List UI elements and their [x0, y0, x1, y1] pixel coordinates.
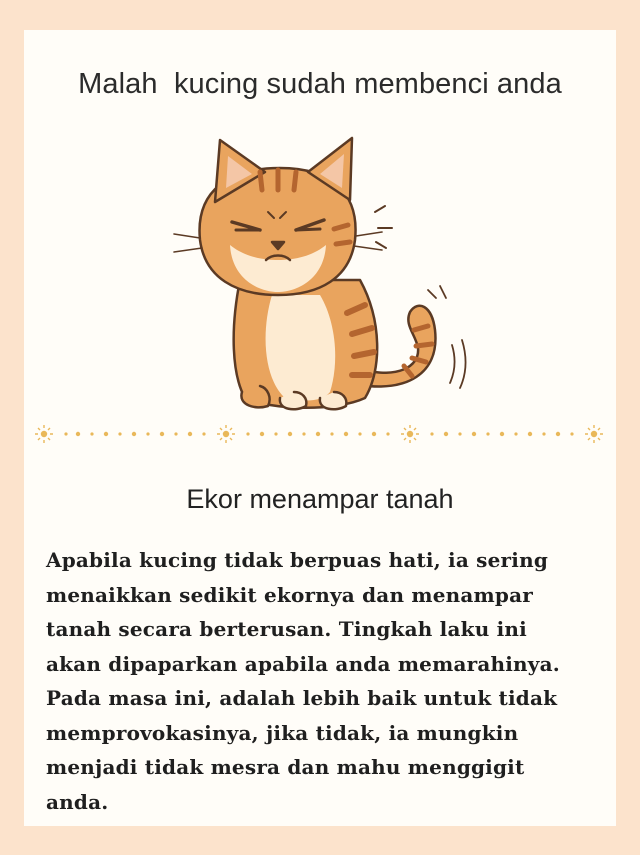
section-subheading: Ekor menampar tanah: [186, 484, 454, 514]
annoyed-cat-icon: [160, 130, 480, 420]
headline: Malah kucing sudah membenci anda: [78, 68, 562, 100]
body-paragraph: Apabila kucing tidak berpuas hati, ia sering menaikkan sedikit ekornya dan menampar tanah secara berterusan. Tingkah laku ini akan dipaparkan apabila anda memarahinya. Pada masa ini, adalah lebih baik untuk tidak memprovokasinya, jika tidak, ia mungkin menjadi tidak mesra dan mahu menggigit anda.: [46, 548, 560, 814]
sparkle-divider-icon: [34, 424, 606, 444]
